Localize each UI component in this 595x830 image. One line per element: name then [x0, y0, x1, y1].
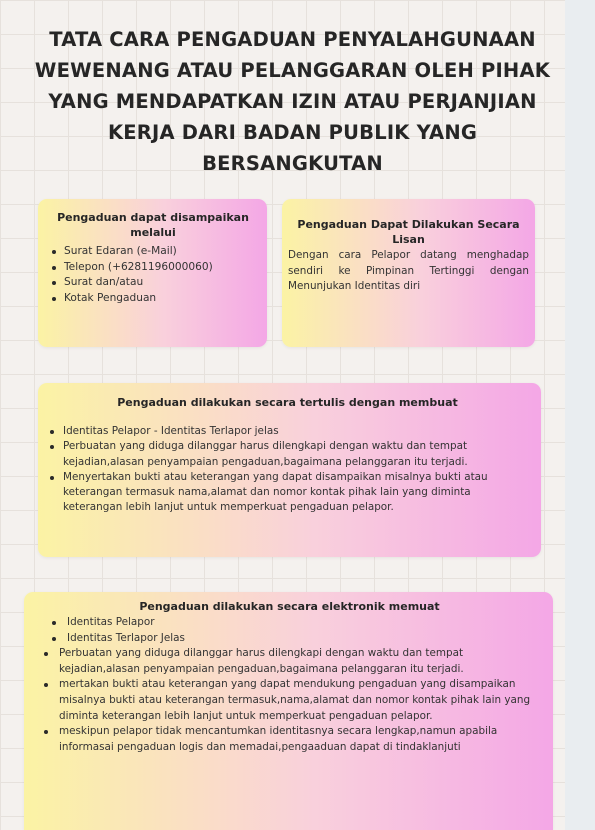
list-item: Perbuatan yang diduga dilanggar harus dilengkapi dengan waktu dan tempat kejadian,alasan penyampaian pengaduan,bagaimana pelanggaran itu terjadi.: [40, 646, 539, 677]
list-item: Identitas Terlapor Jelas: [40, 631, 539, 647]
card-electronic-complaint: [24, 592, 553, 830]
card-complaint-channels: [38, 199, 267, 347]
list-item: Identitas Pelapor: [40, 615, 539, 631]
requirement-list: [48, 424, 527, 516]
requirement-list: [40, 615, 539, 755]
list-item: Surat dan/atau: [49, 275, 257, 291]
card-heading: Pengaduan dapat disampaikan melalui: [57, 211, 249, 239]
list-item: mertakan bukti atau keterangan yang dapat mendukung pengaduan yang disampaikan misalnya bukti atau keterangan termasuk,nama,alamat dan nomor kontak pihak lain yang diminta keterangan lebih lanjut untuk memperkuat pengaduan pelapor.: [40, 677, 539, 724]
channel-list: [49, 244, 257, 306]
list-item: Menyertakan bukti atau keterangan yang dapat disampaikan misalnya bukti atau keterangan termasuk nama,alamat dan nomor kontak pihak lain yang diminta keterangan lebih lanjut untuk memperkuat pengaduan pelapor.: [48, 470, 527, 516]
card-written-complaint: [38, 383, 541, 557]
list-item: Identitas Pelapor - Identitas Terlapor jelas: [48, 424, 527, 439]
list-item: Telepon (+6281196000060): [49, 260, 257, 276]
card-oral-complaint: [282, 199, 535, 347]
list-item: Surat Edaran (e-Mail): [49, 244, 257, 260]
card-heading: Pengaduan Dapat Dilakukan Secara Lisan: [297, 218, 520, 246]
list-item: Perbuatan yang diduga dilanggar harus dilengkapi dengan waktu dan tempat kejadian,alasan penyampaian pengaduan,bagaimana pelanggaran itu terjadi.: [48, 439, 527, 470]
list-item: meskipun pelapor tidak mencantumkan identitasnya secara lengkap,namun apabila informasai pengaduan logis dan memadai,pengaaduan dapat di tindaklanjuti: [40, 724, 539, 755]
list-item: Kotak Pengaduan: [49, 291, 257, 307]
card-heading: Pengaduan dilakukan secara elektronik memuat: [139, 600, 440, 613]
card-heading: Pengaduan dilakukan secara tertulis dengan membuat: [117, 396, 458, 409]
page-title: TATA CARA PENGADUAN PENYALAHGUNAAN WEWENANG ATAU PELANGGARAN OLEH PIHAK YANG MENDAPATKAN IZIN ATAU PERJANJIAN KERJA DARI BADAN PUBLIK YANG BERSANGKUTAN: [34, 28, 551, 175]
card-body: Dengan cara Pelapor datang menghadap sendiri ke Pimpinan Tertinggi dengan Menunjukan Identitas diri: [288, 249, 529, 293]
page-edge-strip: [565, 0, 595, 830]
